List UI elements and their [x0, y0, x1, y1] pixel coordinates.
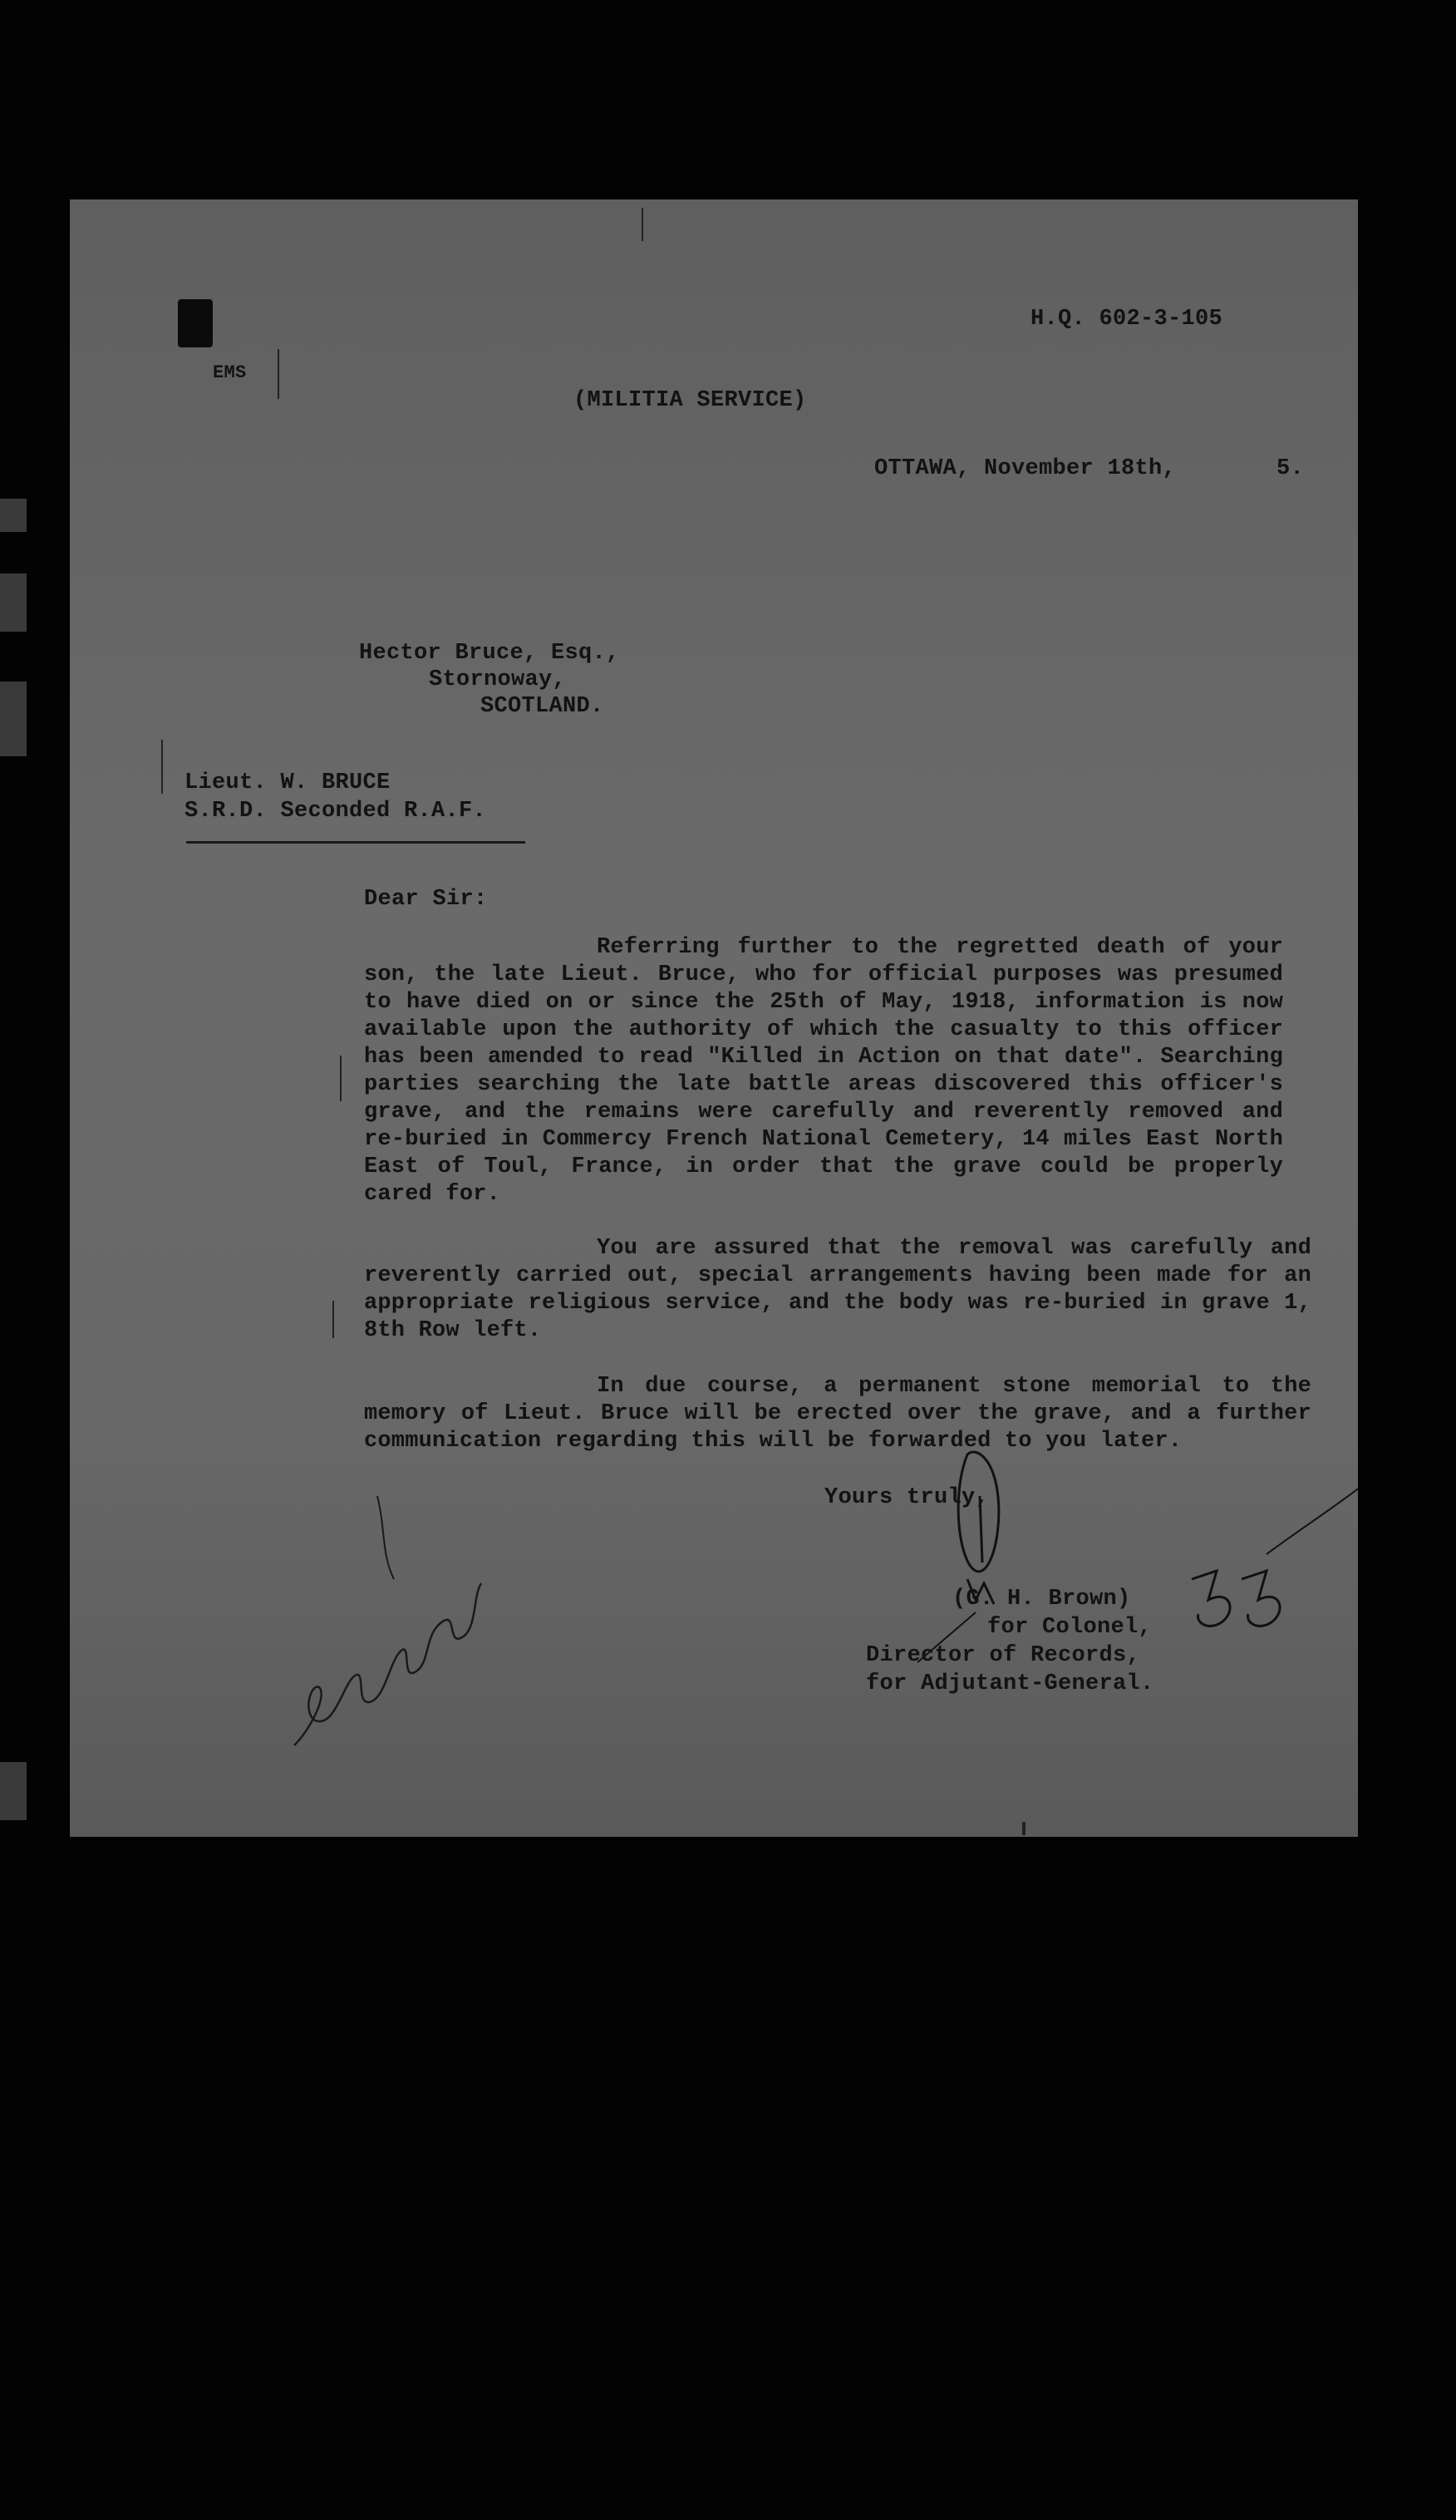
body-paragraph: In due course, a permanent stone memorial to the memory of Lieut. Bruce will be erected over the grave, and a further communication regarding this will be forwarded to you later. — [364, 1374, 1311, 1454]
handwritten-number — [1183, 1463, 1358, 1662]
year-suffix: 5. — [1276, 456, 1305, 481]
file-reference: H.Q. 602-3-105 — [1031, 307, 1223, 332]
film-edge-mark — [0, 1762, 27, 1820]
body-paragraph: You are assured that the removal was carefully and reverently carried out, special arrangements having been made for an appropriate religious service, and the body was re-buried in grave 1, 8th Row left. — [364, 1236, 1311, 1343]
film-edge-mark — [0, 682, 27, 756]
body-paragraph: Referring further to the regretted death of your son, the late Lieut. Bruce, who for official purposes was presumed to have died on or since the 25th of May, 1918, information is now available upon the authority of which the casualty to this officer has been amended to read "Killed in Action on that date". Searching parties searching the late battle areas discovered this officer's grave, and the remains were carefully and reverently removed and re-buried in Commercy French National Cemetery, 14 miles East North East of Toul, France, in order that the grave could be properly cared for. — [364, 935, 1283, 1207]
signatory-title: for Colonel, — [987, 1615, 1153, 1640]
punch-hole — [178, 299, 213, 347]
fold-mark — [642, 208, 643, 241]
salutation: Dear Sir: — [364, 887, 488, 912]
addressee-line: SCOTLAND. — [480, 694, 604, 719]
margin-mark — [161, 740, 163, 794]
signatory-title: Director of Records, — [866, 1643, 1141, 1668]
handwritten-margin-note — [278, 1479, 494, 1762]
subject-underline — [186, 841, 525, 844]
signatory-name: (G. H. Brown) — [952, 1587, 1131, 1612]
page-mark — [1022, 1822, 1026, 1835]
closing: Yours truly, — [824, 1485, 990, 1510]
typist-initials: EMS — [213, 362, 247, 383]
letter-page — [70, 199, 1358, 1837]
margin-mark — [278, 349, 279, 399]
service-heading: (MILITIA SERVICE) — [573, 388, 807, 413]
film-edge-mark — [0, 573, 27, 632]
signatory-title: for Adjutant-General. — [866, 1671, 1154, 1696]
place-date: OTTAWA, November 18th, — [874, 456, 1177, 481]
margin-mark — [340, 1056, 342, 1101]
handwritten-number-text: 55 — [1217, 1608, 1218, 1609]
subject-line: Lieut. W. BRUCE — [184, 770, 391, 795]
addressee-line: Hector Bruce, Esq., — [359, 641, 620, 666]
margin-mark — [332, 1301, 334, 1338]
addressee-line: Stornoway, — [429, 667, 567, 692]
film-edge-mark — [0, 499, 27, 532]
subject-line: S.R.D. Seconded R.A.F. — [184, 799, 487, 824]
